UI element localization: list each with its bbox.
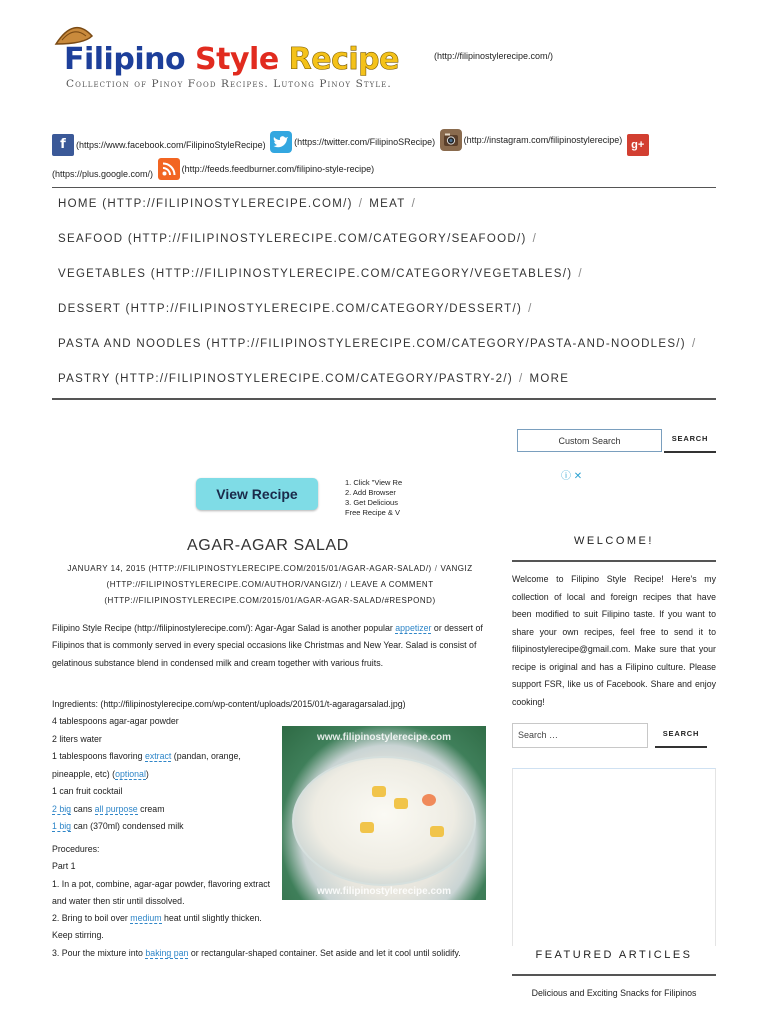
home-url-link[interactable]: (http://filipinostylerecipe.com/) — [434, 51, 554, 61]
fruit-piece — [394, 798, 408, 809]
logo-title — [64, 40, 399, 80]
image-watermark-bottom: www.filipinostylerecipe.com — [316, 886, 452, 897]
comment-url[interactable]: (HTTP://FILIPINOSTYLERECIPE.COM/2015/01/AGAR-AGAR-SALAD/#RESPOND) — [104, 596, 436, 605]
facebook-link[interactable] — [52, 133, 266, 157]
logo-tagline: Collection of Pinoy Food Recipes. Lutong Pinoy Style. — [66, 78, 392, 90]
instagram-url: (http://instagram.com/filipinostylerecipe) — [463, 135, 623, 145]
nav-separator: / — [691, 338, 697, 350]
intro-text: Filipino Style Recipe (http://filipinostylerecipe.com/): Agar-Agar Salad is another popular — [52, 623, 393, 633]
logo-word-filipino: Filipino — [64, 42, 186, 77]
nav-row — [58, 266, 718, 301]
site-logo[interactable] — [52, 22, 432, 94]
ad-step: 2. Add Browser — [345, 488, 396, 497]
nav-separator: / — [518, 373, 524, 385]
ingredient-text: can (370ml) condensed milk — [73, 821, 184, 831]
post-author-link[interactable]: VANGIZ — [440, 564, 473, 573]
featured-articles-title: FEATURED ARTICLES — [535, 949, 693, 961]
baking-pan-link[interactable]: baking pan — [145, 947, 189, 958]
widget-divider — [512, 560, 716, 562]
main-navigation — [58, 196, 718, 406]
intro-text: or dessert of Filipinos that is commonly served in every special occasions like Christmas and New Year. Salad is consist of gelatinous substance blend in condensed milk and cream together with various fruits. — [52, 623, 483, 668]
post-meta — [60, 561, 480, 609]
nav-separator: / — [358, 198, 364, 210]
nav-separator: / — [528, 303, 533, 315]
ad-choices-icon[interactable]: ⓘ ✕ — [561, 471, 583, 482]
widget-divider — [512, 974, 716, 976]
ingredient-item: 1 can fruit cocktail — [52, 786, 123, 796]
ad-step: 1. Click "View Re — [345, 478, 403, 487]
google-plus-link[interactable] — [627, 134, 651, 156]
custom-search-button[interactable]: SEARCH — [664, 432, 716, 453]
nav-top-divider — [52, 187, 716, 188]
twitter-bird-icon — [270, 131, 292, 153]
2-big-link[interactable]: 2 big — [52, 803, 72, 814]
post-date-link[interactable]: JANUARY 14, 2015 (HTTP://FILIPINOSTYLERECIPE.COM/2015/01/AGAR-AGAR-SALAD/) — [67, 564, 432, 573]
fruit-piece — [372, 786, 386, 797]
instagram-camera-icon — [440, 129, 462, 151]
twitter-url: (https://twitter.com/FilipinoSRecipe) — [294, 136, 436, 147]
nav-item-seafood[interactable]: SEAFOOD (HTTP://FILIPINOSTYLERECIPE.COM/CATEGORY/SEAFOOD/) — [58, 233, 527, 245]
appetizer-link[interactable]: appetizer — [395, 623, 432, 633]
sidebar-ad-box — [512, 768, 716, 946]
featured-article-link[interactable]: Delicious and Exciting Snacks for Filipinos — [531, 988, 697, 998]
meta-separator: / — [434, 564, 438, 573]
ingredient-text: cans — [73, 803, 93, 814]
nav-row — [58, 231, 718, 266]
step-text: heat until slightly thicken. Keep stirring. — [52, 913, 262, 941]
post-title: AGAR-AGAR SALAD — [187, 537, 349, 554]
facebook-url: (https://www.facebook.com/FilipinoStyleRecipe) — [76, 140, 266, 150]
nav-row — [58, 196, 718, 231]
facebook-icon: f — [52, 134, 74, 156]
nav-item-more[interactable]: MORE — [529, 373, 570, 385]
post-author-url[interactable]: (HTTP://FILIPINOSTYLERECIPE.COM/AUTHOR/VANGIZ/) — [106, 580, 342, 589]
ingredient-item: 2 liters water — [52, 733, 102, 744]
nav-item-home[interactable]: HOME (HTTP://FILIPINOSTYLERECIPE.COM/) — [58, 198, 353, 210]
google-url-link[interactable] — [52, 162, 153, 186]
rss-link[interactable] — [158, 157, 375, 181]
step-text: or rectangular-shaped container. Set aside and let it cool until solidify. — [190, 947, 461, 958]
ingredient-item — [52, 801, 274, 819]
nav-row — [58, 336, 718, 371]
cherry-piece — [422, 794, 436, 806]
logo-word-style: Style — [195, 42, 279, 77]
sidebar-search-button[interactable]: SEARCH — [655, 727, 707, 748]
ingredient-text: 1 tablespoons flavoring — [52, 751, 143, 761]
nav-row — [58, 301, 718, 336]
procedure-step — [52, 945, 472, 962]
logo-word-recipe: Recipe — [288, 42, 399, 77]
step-text: 2. Bring to boil over — [52, 913, 128, 924]
nav-item-dessert[interactable]: DESSERT (HTTP://FILIPINOSTYLERECIPE.COM/CATEGORY/DESSERT/) — [58, 303, 523, 315]
ad-view-recipe-button[interactable]: View Recipe — [196, 478, 318, 510]
rss-url: (http://feeds.feedburner.com/filipino-style-recipe) — [181, 164, 375, 174]
procedures — [52, 841, 472, 962]
rss-feed-icon — [158, 158, 180, 180]
ingredient-text: (pandan, orange, pineapple, etc) ( — [52, 751, 241, 779]
ad-step: Free Recipe & V — [345, 508, 401, 517]
sidebar-search-input[interactable]: Search … — [512, 723, 648, 748]
fruit-piece — [430, 826, 444, 837]
extract-link[interactable]: extract — [144, 751, 172, 761]
image-watermark-top: www.filipinostylerecipe.com — [316, 732, 452, 743]
procedure-step: 1. In a pot, combine, agar-agar powder, flavoring extract and water then stir until dissolved. — [52, 878, 271, 906]
social-links — [52, 128, 692, 186]
welcome-text: Welcome to Filipino Style Recipe! Here's my collection of local and foreign recipes that have been modified to suit Filipino taste. If you want to share your own recipes, feel free to send it to filipinostylerecipe@gmail.com. Make sure that your recipe is original and has a Filipino culture. Please support FSR, like us of Facebook. Share and enjoy cooking! — [512, 574, 716, 707]
part-label: Part 1 — [52, 861, 76, 872]
nav-bottom-divider — [52, 398, 716, 400]
nav-item-vegetables[interactable]: VEGETABLES (HTTP://FILIPINOSTYLERECIPE.COM/CATEGORY/VEGETABLES/) — [58, 268, 573, 280]
nav-row — [58, 371, 718, 406]
welcome-widget-title: WELCOME! — [574, 535, 654, 547]
post-intro — [52, 620, 484, 672]
google-url: (https://plus.google.com/) — [52, 169, 154, 179]
nav-item-pasta-and-noodles[interactable]: PASTA AND NOODLES (HTTP://FILIPINOSTYLERECIPE.COM/CATEGORY/PASTA-AND-NOODLES/) — [58, 338, 686, 350]
ingredient-text: ) — [145, 768, 149, 779]
optional-link[interactable]: optional — [115, 768, 146, 779]
ad-steps-text — [345, 478, 407, 520]
nav-item-meat[interactable]: MEAT — [369, 198, 406, 210]
ingredients-list — [52, 713, 274, 836]
ingredient-item: 4 tablespoons agar-agar powder — [52, 716, 179, 726]
twitter-link[interactable] — [270, 130, 435, 154]
ad-step: 3. Get Delicious — [345, 498, 398, 507]
nav-item-pastry[interactable]: PASTRY (HTTP://FILIPINOSTYLERECIPE.COM/CATEGORY/PASTRY-2/) — [58, 373, 513, 385]
1-big-link[interactable]: 1 big — [52, 821, 72, 831]
ingredient-item — [52, 748, 274, 783]
nav-separator: / — [411, 198, 417, 210]
nav-separator: / — [578, 268, 583, 280]
leave-comment-link[interactable]: LEAVE A COMMENT — [350, 580, 434, 589]
meta-separator: / — [344, 580, 348, 589]
medium-link[interactable]: medium — [130, 913, 162, 924]
ingredient-item — [52, 818, 274, 836]
procedure-step — [52, 910, 274, 945]
google-plus-icon: g+ — [627, 134, 649, 156]
ingredient-text: cream — [140, 803, 165, 814]
step-text: 3. Pour the mixture into — [52, 947, 143, 958]
nav-separator: / — [532, 233, 538, 245]
procedures-heading: Procedures: — [52, 844, 100, 854]
ingredients-heading: Ingredients: (http://filipinostylerecipe.com/wp-content/uploads/2015/01/t-agaragarsalad.jpg) — [52, 699, 406, 709]
all-purpose-link[interactable]: all purpose — [94, 803, 138, 814]
custom-search-input[interactable]: Custom Search — [517, 429, 662, 452]
instagram-link[interactable] — [440, 128, 623, 152]
fruit-piece — [360, 822, 374, 833]
